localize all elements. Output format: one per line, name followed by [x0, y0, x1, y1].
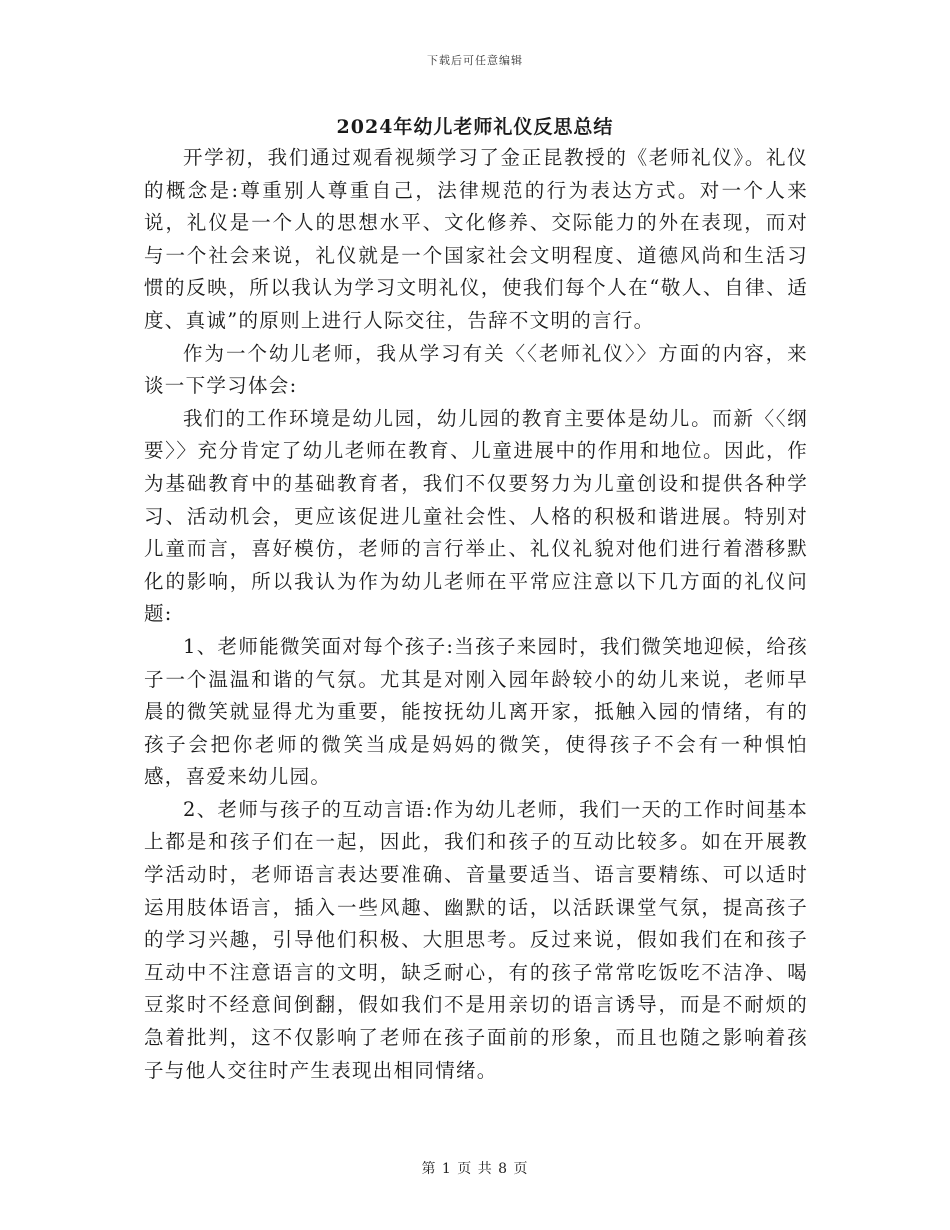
paragraph-point-1-smile: 1、老师能微笑面对每个孩子:当孩子来园时，我们微笑地迎候，给孩子一个温温和谐的气氛。尤其是对刚入园年龄较小的幼儿来说，老师早晨的微笑就显得尤为重要，能按抚幼儿离开家，抵触入园的情绪，有的孩子会把你老师的微笑当成是妈妈的微笑，使得孩子不会有一种惧怕感，喜爱来幼儿园。	[144, 634, 808, 789]
page-footer-number: 第 1 页 共 8 页	[421, 1161, 529, 1177]
document-title: 2024年幼儿老师礼仪反思总结	[336, 116, 614, 138]
paragraph-intro: 开学初，我们通过观看视频学习了金正昆教授的《老师礼仪》。礼仪的概念是:尊重别人尊重自己，法律规范的行为表达方式。对一个人来说，礼仪是一个人的思想水平、文化修养、交际能力的外在表现，而对与一个社会来说，礼仪就是一个国家社会文明程度、道德风尚和生活习惯的反映，所以我认为学习文明礼仪，使我们每个人在“敬人、自律、适度、真诚”的原则上进行人际交往，告辞不文明的言行。	[144, 146, 808, 332]
page-header-note: 下载后可任意编辑	[427, 54, 523, 67]
paragraph-work-environment: 我们的工作环境是幼儿园，幼儿园的教育主要体是幼儿。而新〈〈纲要〉〉充分肯定了幼儿老师在教育、儿童进展中的作用和地位。因此，作为基础教育中的基础教育者，我们不仅要努力为儿童创设和提供各种学习、活动机会，更应该促进儿童社会性、人格的积极和谐进展。特别对儿童而言，喜好模仿，老师的言行举止、礼仪礼貌对他们进行着潜移默化的影响，所以我认为作为幼儿老师在平常应注意以下几方面的礼仪问题:	[144, 406, 808, 626]
paragraph-point-2-interaction: 2、老师与孩子的互动言语:作为幼儿老师，我们一天的工作时间基本上都是和孩子们在一起，因此，我们和孩子的互动比较多。如在开展教学活动时，老师语言表达要准确、音量要适当、语言要精练、可以适时运用肢体语言，插入一些风趣、幽默的话，以活跃课堂气氛，提高孩子的学习兴趣，引导他们积极、大胆思考。反过来说，假如我们在和孩子互动中不注意语言的文明，缺乏耐心，有的孩子常常吃饭吃不洁净、喝豆浆时不经意间倒翻，假如我们不是用亲切的语言诱导，而是不耐烦的急着批判，这不仅影响了老师在孩子面前的形象，而且也随之影响着孩子与他人交往时产生表现出相同情绪。	[144, 797, 808, 1082]
paragraph-teacher-perspective: 作为一个幼儿老师，我从学习有关〈〈老师礼仪〉〉方面的内容，来谈一下学习体会:	[144, 341, 808, 398]
document-body	[144, 142, 808, 1087]
